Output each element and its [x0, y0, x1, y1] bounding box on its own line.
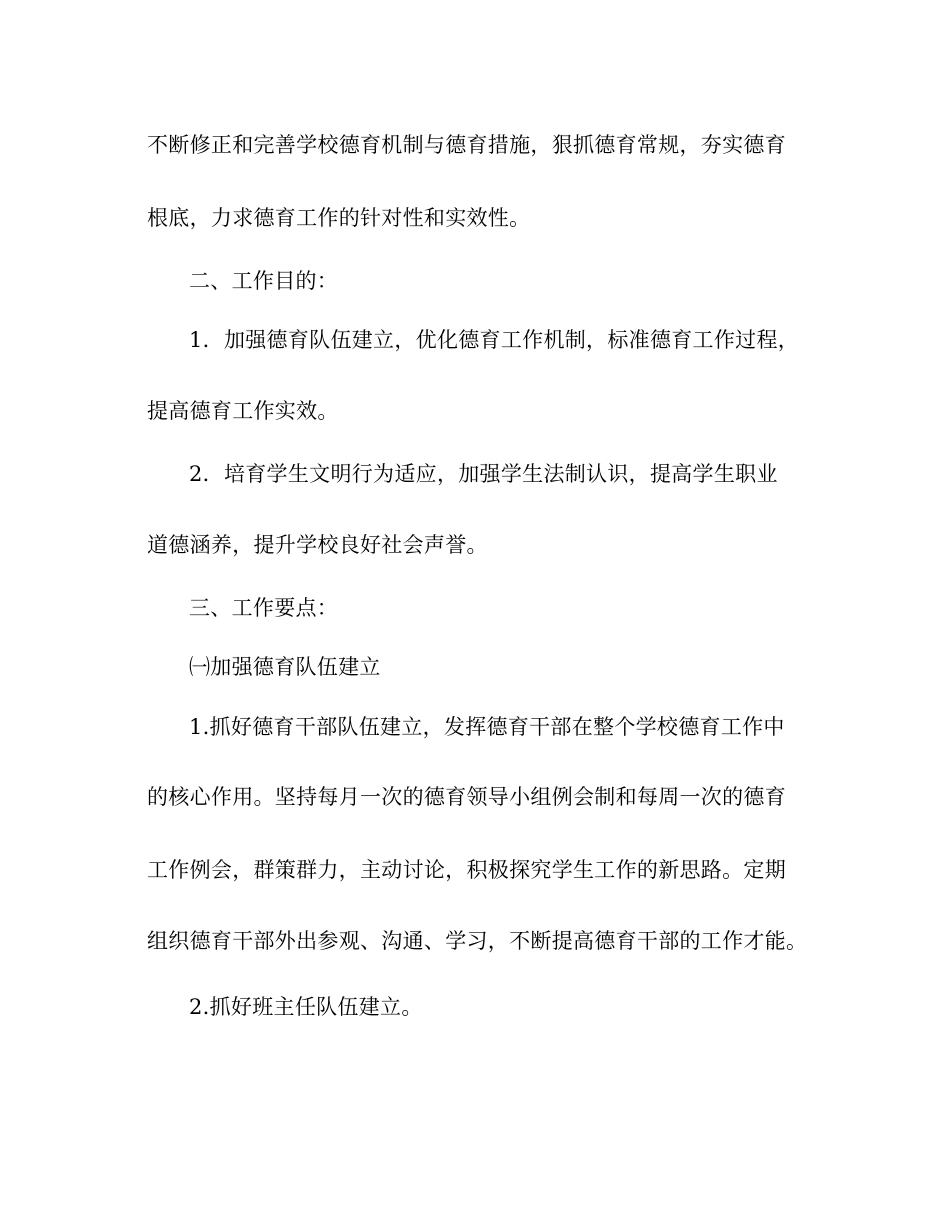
- section-heading: 三、工作要点：: [189, 596, 339, 620]
- paragraph-line: 1．加强德育队伍建立，优化德育工作机制，标准德育工作过程，: [189, 328, 800, 352]
- subsection-heading: ㈠加强德育队伍建立: [189, 655, 381, 679]
- paragraph-line: 道德涵养，提升学校良好社会声誉。: [147, 533, 488, 557]
- paragraph-line: 根底，力求德育工作的针对性和实效性。: [147, 206, 531, 230]
- paragraph-line: 的核心作用。坚持每月一次的德育领导小组例会制和每周一次的德育: [147, 785, 786, 809]
- paragraph-line: 2.抓好班主任队伍建立。: [189, 995, 423, 1019]
- paragraph-line: 2．培育学生文明行为适应，加强学生法制认识，提高学生职业: [189, 462, 778, 486]
- paragraph-line: 提高德育工作实效。: [147, 399, 339, 423]
- paragraph-line: 1.抓好德育干部队伍建立，发挥德育干部在整个学校德育工作中: [189, 715, 785, 739]
- section-heading: 二、工作目的：: [189, 269, 339, 293]
- paragraph-line: 不断修正和完善学校德育机制与德育措施，狠抓德育常规，夯实德育: [147, 133, 786, 157]
- paragraph-line: 工作例会，群策群力，主动讨论，积极探究学生工作的新思路。定期: [147, 858, 786, 882]
- paragraph-line: 组织德育干部外出参观、沟通、学习，不断提高德育干部的工作才能。: [147, 929, 808, 953]
